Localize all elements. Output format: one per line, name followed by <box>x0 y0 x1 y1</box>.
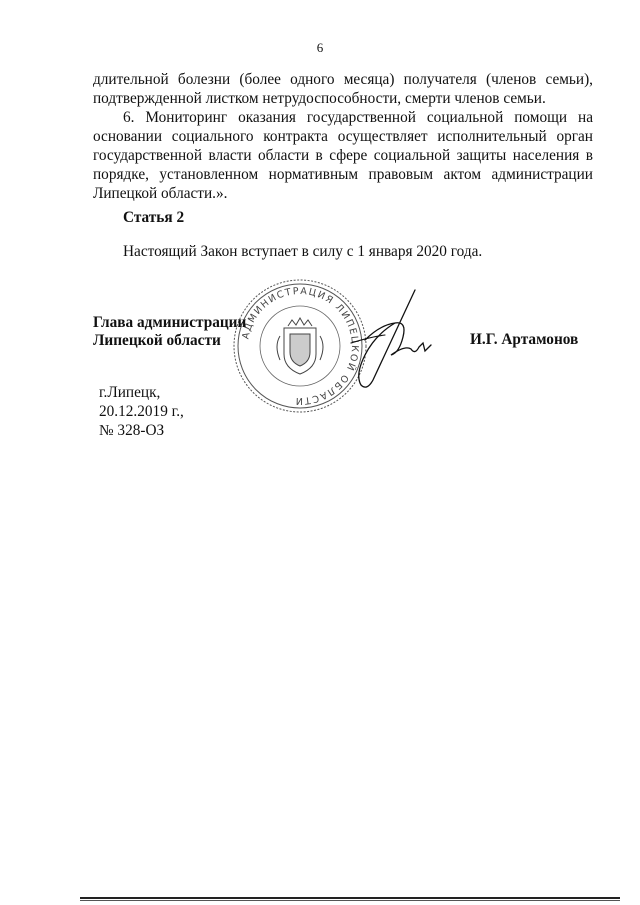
paragraph-text: 6. Мониторинг оказания государственной социальной помощи на основании социального контракта осуществляет исполнительный орган государственной власти области в сфере социальной защиты населения в порядке, установленном нормативным правовым актом администрации Липецкой области.». <box>93 109 593 202</box>
paragraph-item-6 <box>93 108 593 203</box>
handwritten-signature <box>345 285 445 395</box>
paragraph-text: длительной болезни (более одного месяца) получателя (членов семьи), подтвержденной листком нетрудоспособности, смерти членов семьи. <box>93 71 593 107</box>
article-text: Настоящий Закон вступает в силу с 1 января 2020 года. <box>123 243 483 260</box>
svg-text:АДМИНИСТРАЦИЯ ЛИПЕЦКОЙ ОБЛАСТИ: АДМИНИСТРАЦИЯ ЛИПЕЦКОЙ ОБЛАСТИ <box>240 285 361 407</box>
signatory-name: И.Г. Артамонов <box>470 331 579 348</box>
law-number: № 328-ОЗ <box>99 422 165 439</box>
signatory-title-line2: Липецкой области <box>93 332 221 349</box>
coat-of-arms-icon <box>277 318 323 374</box>
signatory-title-line1: Глава администрации <box>93 314 247 331</box>
paragraph-continuation <box>93 70 593 108</box>
date: 20.12.2019 г., <box>99 403 184 420</box>
signatory-title <box>93 314 246 350</box>
city: г.Липецк, <box>99 384 161 401</box>
article-heading: Статья 2 <box>123 209 185 226</box>
place-date-block <box>99 383 184 440</box>
footer-divider-thin <box>80 900 620 901</box>
footer-divider <box>80 897 620 899</box>
page-number: 6 <box>316 40 324 55</box>
